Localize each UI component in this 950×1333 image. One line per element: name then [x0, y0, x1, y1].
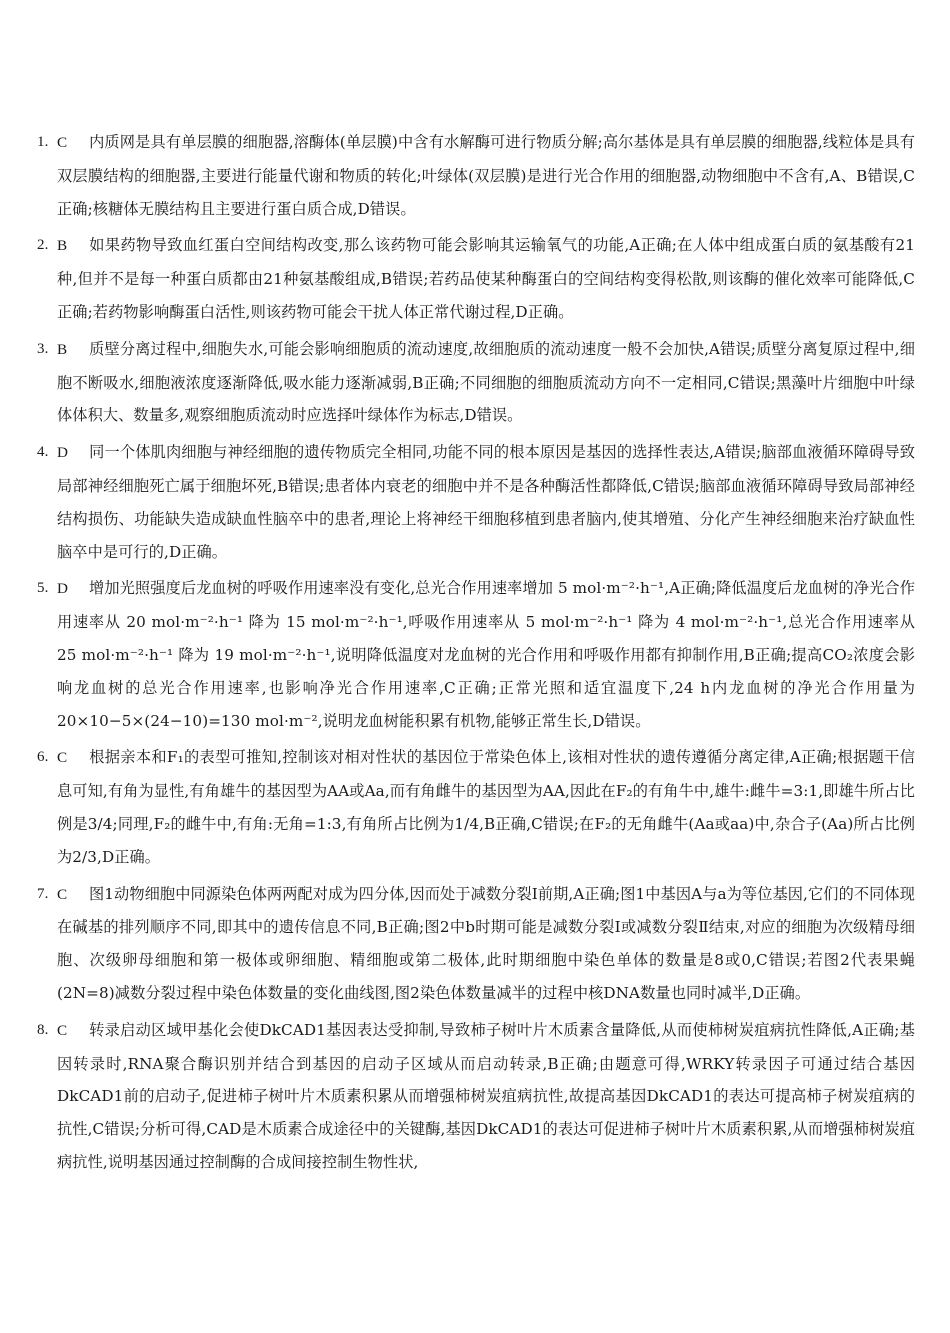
explanation-text: 根据亲本和F₁的表型可推知,控制该对相对性状的基因位于常染色体上,该相对性状的遗传遵循分离定律,A正确;根据题干信息可知,有角为显性,有角雄牛的基因型为AA或Aa,而有角雌牛的基因型为AA,因此在F₂的有角牛中,雄牛:雌牛=3:1,即雄牛所占比例是3/4;同理,F₂的雌牛中,有角:无角=1:3,有角所占比例为1/4,B正确,C错误;在F₂的无角雌牛(Aa或aa)中,杂合子(Aa)所占比例为2/3,D正确。: [57, 748, 915, 866]
answer-choice: B: [57, 237, 68, 255]
answer-item-8: [37, 1014, 915, 1179]
explanation-text: 质壁分离过程中,细胞失水,可能会影响细胞质的流动速度,故细胞质的流动速度一般不会加快,A错误;质壁分离复原过程中,细胞不断吸水,细胞液浓度逐渐降低,吸水能力逐渐减弱,B正确;不同细胞的细胞质流动方向不一定相同,C错误;黑藻叶片细胞中叶绿体体积大、数量多,观察细胞质流动时应选择叶绿体作为标志,D错误。: [57, 339, 915, 425]
question-number: 5.: [37, 580, 49, 597]
answer-item-1: [37, 126, 915, 225]
explanation-text: 如果药物导致血红蛋白空间结构改变,那么该药物可能会影响其运输氧气的功能,A正确;在人体中组成蛋白质的氨基酸有21种,但并不是每一种蛋白质都由21种氨基酸组成,B错误;若药品使某种酶蛋白的空间结构变得松散,则该酶的催化效率可能降低,C正确;若药物影响酶蛋白活性,则该药物可能会干扰人体正常代谢过程,D正确。: [57, 236, 915, 321]
question-number: 1.: [37, 134, 49, 150]
explanation-text: 内质网是具有单层膜的细胞器,溶酶体(单层膜)中含有水解酶可进行物质分解;高尔基体是具有单层膜的细胞器,线粒体是具有双层膜结构的细胞器,主要进行能量代谢和物质的转化;叶绿体(双层膜)是进行光合作用的细胞器,动物细胞中不含有,A、B错误,C正确;核糖体无膜结构且主要进行蛋白质合成,D错误。: [57, 133, 915, 218]
answer-item-2: [37, 229, 915, 328]
question-number: 8.: [37, 1021, 49, 1038]
explanation-text: 同一个体肌肉细胞与神经细胞的遗传物质完全相同,功能不同的根本原因是基因的选择性表达,A错误;脑部血液循环障碍导致局部神经细胞死亡属于细胞坏死,B错误;患者体内衰老的细胞中并不是各种酶活性都降低,C错误;脑部血液循环障碍导致局部神经结构损伤、功能缺失造成缺血性脑卒中的患者,理论上将神经干细胞移植到患者脑内,使其增殖、分化产生神经细胞来治疗缺血性脑卒中是可行的,D正确。: [57, 443, 915, 561]
answer-item-5: [37, 572, 915, 737]
explanation-text: 转录启动区域甲基化会使DkCAD1基因表达受抑制,导致柿子树叶片木质素含量降低,从而使柿树炭疽病抗性降低,A正确;基因转录时,RNA聚合酶识别并结合到基因的启动子区域从而启动转录,B正确;由题意可得,WRKY转录因子可通过结合基因DkCAD1前的启动子,促进柿子树叶片木质素积累从而增强柿树炭疽病抗性,故提高基因DkCAD1的表达可提高柿子树炭疽病的抗性,C错误;分析可得,CAD是木质素合成途径中的关键酶,基因DkCAD1的表达可促进柿子树叶片木质素积累,从而增强柿树炭疽病抗性,说明基因通过控制酶的合成间接控制生物性状,: [57, 1020, 915, 1171]
question-number: 2.: [37, 237, 49, 254]
answer-choice: D: [57, 444, 69, 462]
explanation-text: 图1动物细胞中同源染色体两两配对成为四分体,因而处于减数分裂Ⅰ前期,A正确;图1中基因A与a为等位基因,它们的不同体现在碱基的排列顺序不同,即其中的遗传信息不同,B正确;图2中b时期可能是减数分裂Ⅰ或减数分裂Ⅱ结束,对应的细胞为次级精母细胞、次级卵母细胞和第一极体或卵细胞、精细胞或第二极体,此时期细胞中染色单体的数量是8或0,C错误;若图2代表果蝇(2N=8)减数分裂过程中染色体数量的变化曲线图,图2染色体数量减半的过程中核DNA数量也同时减半,D正确。: [57, 884, 916, 1002]
answer-explanation-list: [37, 126, 915, 1183]
answer-choice: B: [57, 340, 68, 358]
question-number: 3.: [37, 340, 49, 357]
answer-item-4: [37, 436, 915, 568]
explanation-text: 增加光照强度后龙血树的呼吸作用速率没有变化,总光合作用速率增加 5 mol·m⁻²·h⁻¹,A正确;降低温度后龙血树的净光合作用速率从 20 mol·m⁻²·h⁻¹ 降为 15 mol·m⁻²·h⁻¹,呼吸作用速率从 5 mol·m⁻²·h⁻¹ 降为 4 mol·m⁻²·h⁻¹,总光合作用速率从 25 mol·m⁻²·h⁻¹ 降为 19 mol·m⁻²·h⁻¹,说明降低温度对龙血树的光合作用和呼吸作用都有抑制作用,B正确;提高CO₂浓度会影响龙血树的总光合作用速率,也影响净光合作用速率,C正确;正常光照和适宜温度下,24 h内龙血树的净光合作用量为 20×10−5×(24−10)=130 mol·m⁻²,说明龙血树能积累有机物,能够正常生长,D错误。: [57, 579, 915, 730]
question-number: 6.: [37, 749, 49, 766]
answer-item-3: [37, 333, 915, 432]
answer-choice: D: [57, 580, 69, 598]
answer-item-7: [37, 878, 915, 1010]
answer-choice: C: [57, 749, 68, 767]
answer-item-6: [37, 741, 915, 873]
question-number: 7.: [37, 885, 49, 902]
question-number: 4.: [37, 444, 49, 461]
answer-choice: C: [57, 134, 68, 151]
answer-choice: C: [57, 1021, 68, 1039]
answer-choice: C: [57, 885, 68, 903]
